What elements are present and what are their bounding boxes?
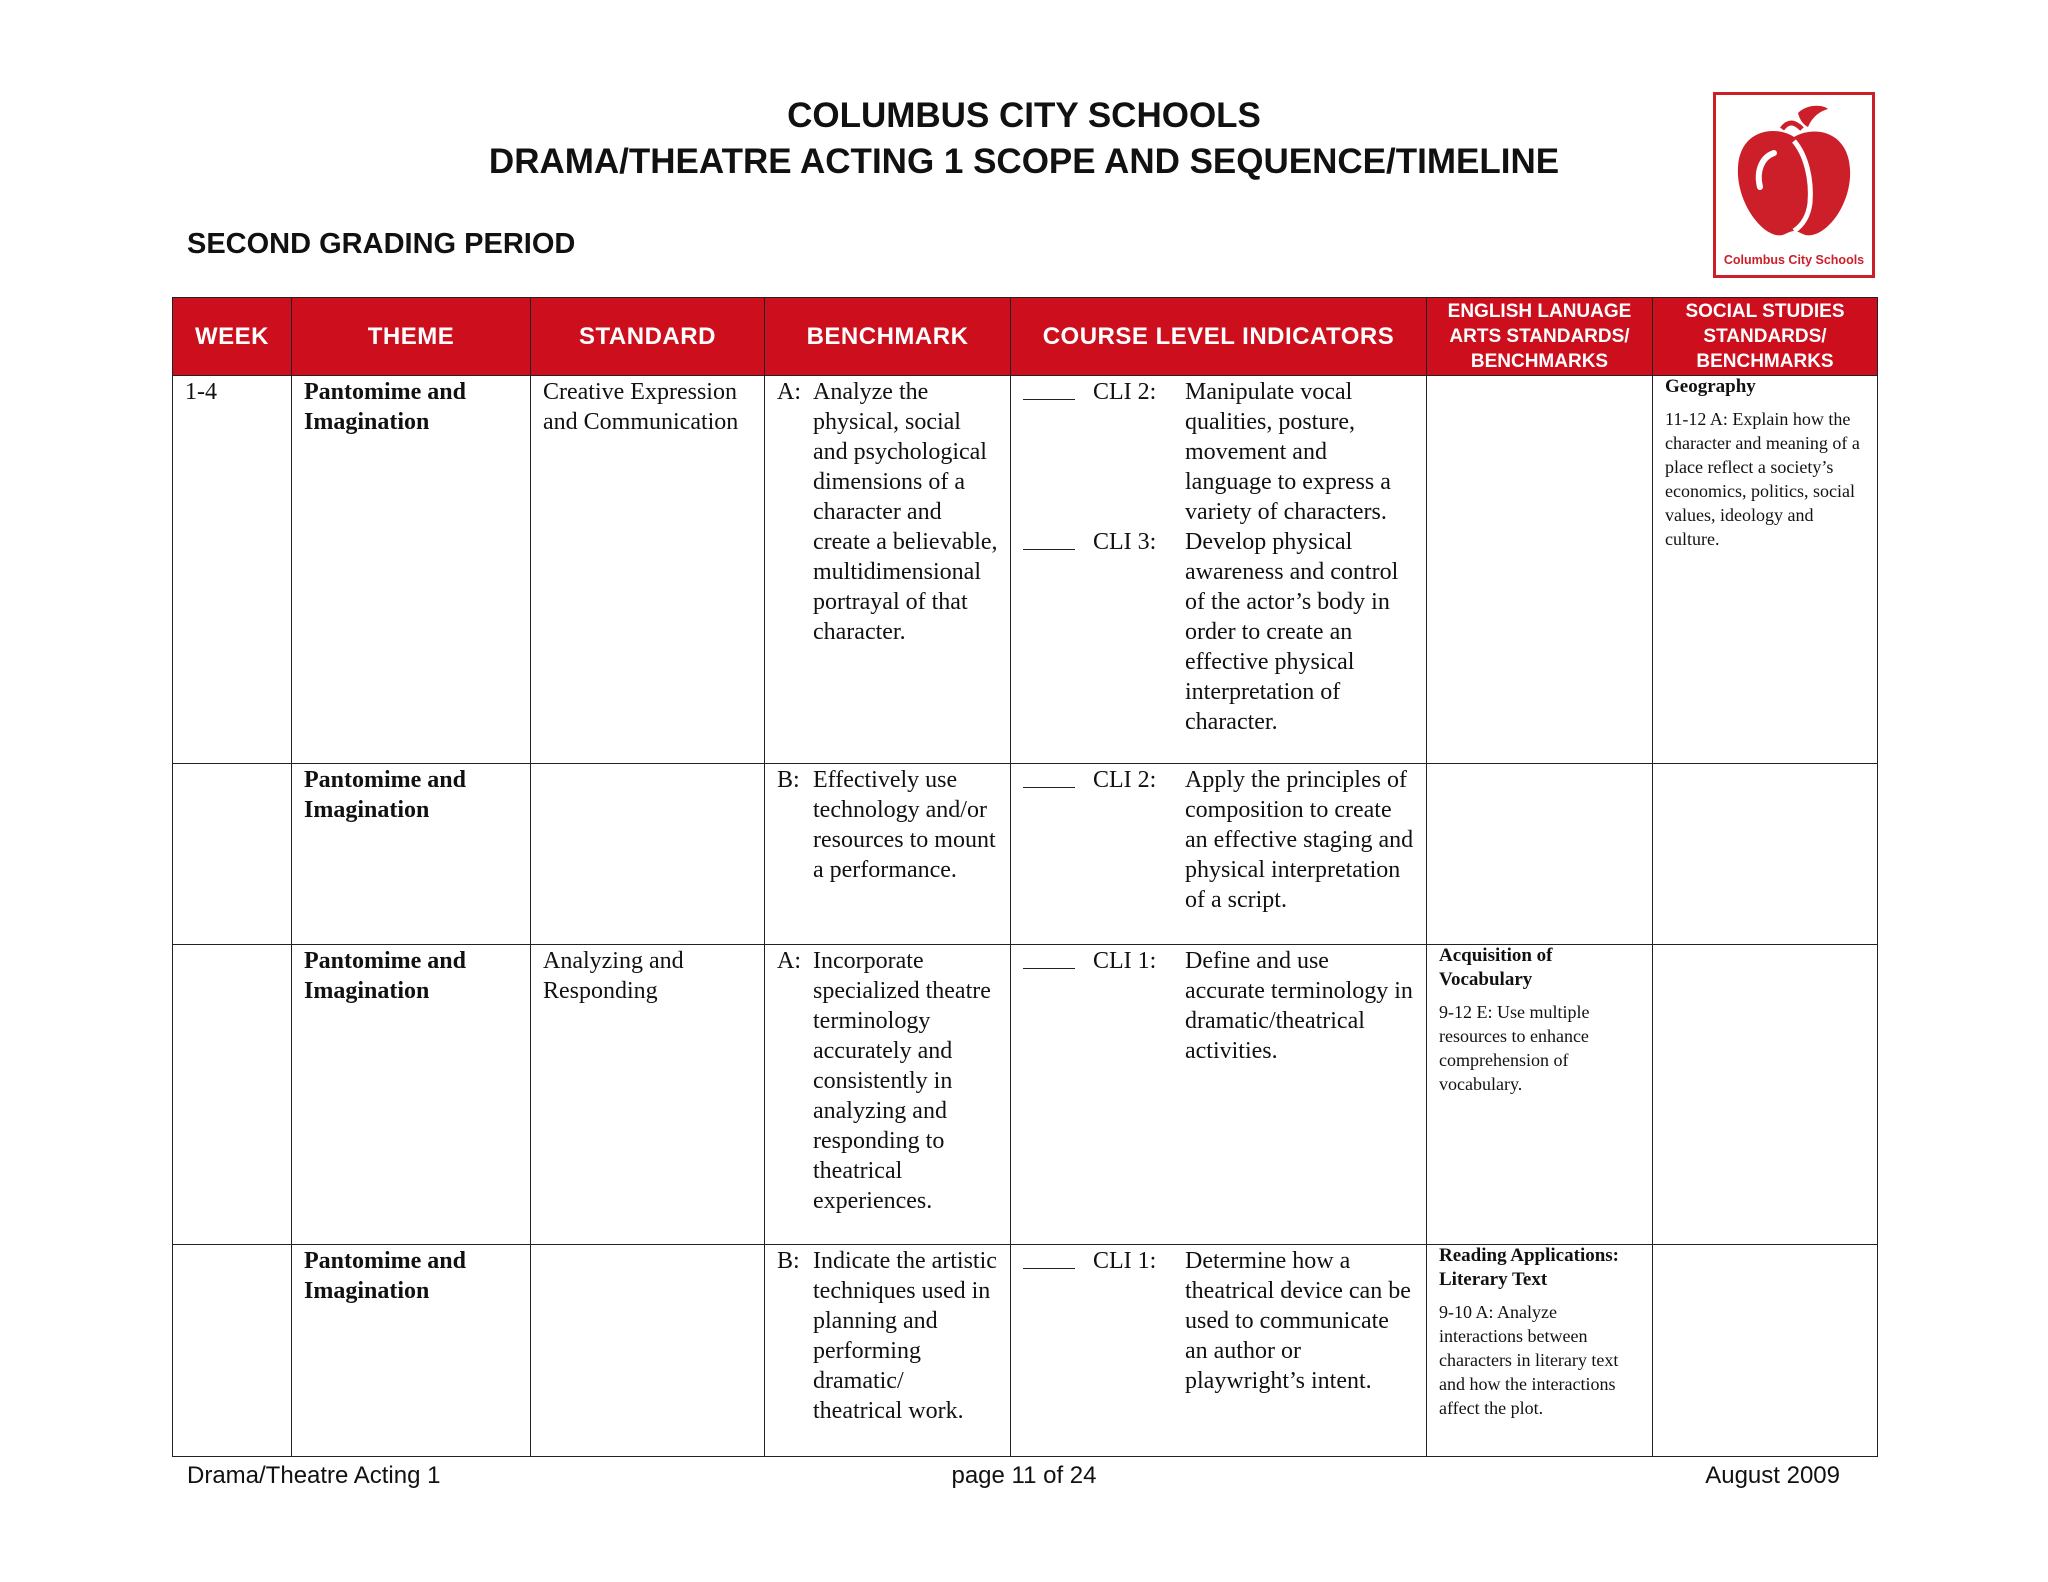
document-subtitle: DRAMA/THEATRE ACTING 1 SCOPE AND SEQUENCE/TIMELINE (488, 142, 1560, 181)
standard-cell (531, 1245, 765, 1457)
header-theme: THEME (292, 298, 531, 376)
header-benchmark: BENCHMARK (765, 298, 1011, 376)
header-week: WEEK (173, 298, 292, 376)
ela-cell (1427, 945, 1653, 1245)
columbus-city-schools-logo (1713, 92, 1875, 278)
standard-cell (531, 764, 765, 945)
social-studies-cell (1653, 376, 1878, 764)
header-ela-standards: ENGLISH LANUAGE ARTS STANDARDS/ BENCHMARKS (1427, 298, 1653, 376)
theme-cell: Pantomime and Imagination (292, 764, 531, 945)
week-cell (173, 1245, 292, 1457)
cli-text: Apply the principles of composition to create an effective staging and physical interpretation of a script. (1185, 767, 1414, 913)
header-social-studies-standards: SOCIAL STUDIES STANDARDS/ BENCHMARKS (1653, 298, 1878, 376)
apple-icon (1716, 95, 1872, 275)
table-row (173, 945, 1878, 1245)
checkbox-blank-line (1023, 527, 1075, 550)
social-studies-cell (1653, 764, 1878, 945)
logo-text: Columbus City Schools (1723, 253, 1865, 267)
ela-heading: Acquisition of Vocabulary (1439, 945, 1553, 990)
cli-text: Manipulate vocal qualities, posture, movement and language to express a variety of characters. (1185, 379, 1391, 525)
benchmark-cell (765, 764, 1011, 945)
scope-sequence-table (172, 297, 1878, 1457)
document-title: COLUMBUS CITY SCHOOLS (787, 96, 1261, 135)
theme-cell: Pantomime and Imagination (292, 376, 531, 764)
social-studies-cell (1653, 945, 1878, 1245)
week-cell (173, 945, 292, 1245)
footer-date: August 2009 (1705, 1462, 1840, 1489)
footer-page-number: page 11 of 24 (951, 1462, 1097, 1489)
checkbox-blank-line (1023, 765, 1075, 788)
cli-text: Determine how a theatrical device can be used to communicate an author or playwright’s intent. (1185, 1248, 1411, 1394)
checkbox-blank-line (1023, 1246, 1075, 1269)
grading-period-heading: SECOND GRADING PERIOD (187, 228, 576, 260)
benchmark-text: Effectively use technology and/or resources to mount a performance. (813, 767, 996, 883)
cli-text: Define and use accurate terminology in dramatic/theatrical activities. (1185, 948, 1413, 1064)
social-studies-heading: Geography (1665, 376, 1756, 397)
benchmark-letter: B: (777, 1248, 800, 1274)
cli-code: CLI 2: (1093, 379, 1157, 405)
ela-cell (1427, 764, 1653, 945)
table-row (173, 376, 1878, 764)
table-header-row (173, 298, 1878, 376)
benchmark-text: Indicate the artistic techniques used in planning and performing dramatic/ theatrical work. (813, 1248, 997, 1424)
week-cell: 1-4 (173, 376, 292, 764)
social-studies-text: 11-12 A: Explain how the character and meaning of a place reflect a society’s economics, politics, social values, ideology and culture. (1665, 409, 1860, 549)
cli-text: Develop physical awareness and control of the actor’s body in order to create an effective physical interpretation of character. (1185, 529, 1399, 735)
standard-cell: Analyzing and Responding (531, 945, 765, 1245)
cli-code: CLI 1: (1093, 1248, 1157, 1274)
benchmark-letter: B: (777, 767, 800, 793)
checkbox-blank-line (1023, 377, 1075, 400)
table-row (173, 1245, 1878, 1457)
cli-code: CLI 1: (1093, 948, 1157, 974)
cli-code: CLI 3: (1093, 529, 1157, 555)
ela-cell (1427, 376, 1653, 764)
cli-cell (1011, 376, 1427, 764)
header-standard: STANDARD (531, 298, 765, 376)
theme-cell: Pantomime and Imagination (292, 1245, 531, 1457)
ela-heading: Reading Applications: Literary Text (1439, 1245, 1620, 1290)
benchmark-letter: A: (777, 379, 801, 405)
theme-cell: Pantomime and Imagination (292, 945, 531, 1245)
week-cell (173, 764, 292, 945)
ela-text: 9-12 E: Use multiple resources to enhance comprehension of vocabulary. (1439, 1002, 1590, 1094)
table-row (173, 764, 1878, 945)
checkbox-blank-line (1023, 946, 1075, 969)
benchmark-text: Incorporate specialized theatre terminology accurately and consistently in analyzing and responding to theatrical experiences. (813, 948, 991, 1214)
social-studies-cell (1653, 1245, 1878, 1457)
benchmark-cell (765, 376, 1011, 764)
ela-text: 9-10 A: Analyze interactions between characters in literary text and how the interactions affect the plot. (1439, 1302, 1619, 1418)
ela-cell (1427, 1245, 1653, 1457)
header-course-level-indicators: COURSE LEVEL INDICATORS (1011, 298, 1427, 376)
benchmark-cell (765, 1245, 1011, 1457)
benchmark-letter: A: (777, 948, 801, 974)
benchmark-cell (765, 945, 1011, 1245)
footer-course-name: Drama/Theatre Acting 1 (187, 1462, 441, 1489)
cli-cell (1011, 945, 1427, 1245)
benchmark-text: Analyze the physical, social and psychological dimensions of a character and create a believable, multidimensional portrayal of that character. (813, 379, 998, 645)
cli-cell (1011, 764, 1427, 945)
standard-cell: Creative Expression and Communication (531, 376, 765, 764)
cli-cell (1011, 1245, 1427, 1457)
cli-code: CLI 2: (1093, 767, 1157, 793)
